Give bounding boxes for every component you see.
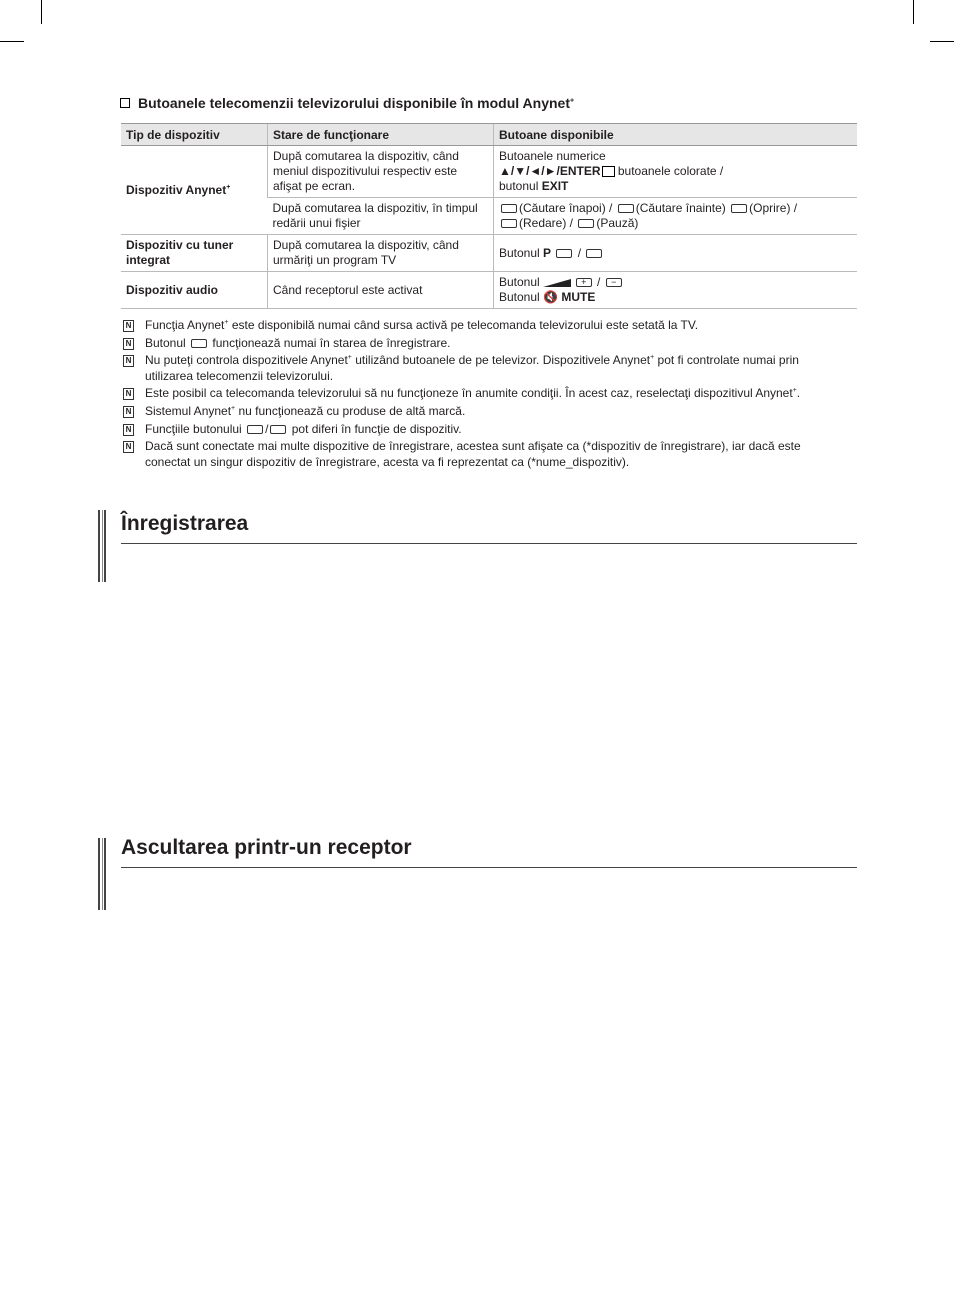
table-row [121, 146, 857, 198]
channel-up-icon [556, 249, 572, 258]
checkbox-icon [120, 98, 130, 108]
state-cell: După comutarea la dispozitiv, în timpul redării unui fişier [268, 198, 494, 235]
note-icon: N [123, 406, 134, 418]
forward-button-icon [618, 204, 634, 213]
buttons-cell: Butoanele numerice ▲/▼/◄/►/ENTER butoanele colorate / butonul EXIT [494, 146, 858, 198]
enter-icon [602, 166, 615, 177]
volume-icon [543, 279, 571, 287]
state-cell: După comutarea la dispozitiv, când urmăriţi un program TV [268, 235, 494, 272]
note-icon: N [123, 388, 134, 400]
note-icon: N [123, 424, 134, 436]
channel-down-icon [586, 249, 602, 258]
rewind-button-icon [501, 204, 517, 213]
note-icon: N [123, 320, 134, 332]
list-item: N Sistemul Anynet+ nu funcţionează cu produse de altă marcă. [121, 404, 821, 420]
buttons-cell: (Căutare înapoi) / (Căutare înainte) (Oprire) / (Redare) / (Pauză) [494, 198, 858, 235]
page-title: Ascultarea printr-un receptor [121, 836, 412, 859]
column-header: Tip de dispozitiv [121, 124, 268, 146]
device-cell: Dispozitiv audio [121, 272, 268, 309]
forward-button-icon [270, 425, 286, 434]
state-cell: După comutarea la dispozitiv, când meniul dispozitivului respectiv este afişat pe ecran. [268, 146, 494, 198]
crop-mark [930, 41, 954, 42]
volume-up-icon: + [576, 278, 592, 287]
rewind-button-icon [247, 425, 263, 434]
list-item: N Dacă sunt conectate mai multe dispozitive de înregistrare, acestea sunt afişate ca (*dispozitiv de înregistrare), iar dacă este conectat un singur dispozitiv de înregistrare, acesta va fi reprezentat ca (*nume_dispozitiv). [121, 439, 821, 470]
buttons-cell: Butonul P / [494, 235, 858, 272]
device-cell: Dispozitiv Anynet+ [121, 146, 268, 235]
table-row [121, 272, 857, 309]
state-cell: Când receptorul este activat [268, 272, 494, 309]
heading-rule [121, 867, 857, 868]
list-item: N Butonul funcţionează numai în starea de înregistrare. [121, 336, 821, 352]
notes-list [121, 318, 821, 472]
anynet-buttons-table [121, 123, 857, 309]
table-row [121, 235, 857, 272]
crop-mark [41, 0, 42, 24]
note-icon: N [123, 338, 134, 350]
mute-icon: 🔇 [543, 290, 558, 304]
crop-mark [913, 0, 914, 24]
heading-rule [121, 543, 857, 544]
list-item: N Funcţia Anynet+ este disponibilă numai când sursa activă pe telecomanda televizorului este setată la TV. [121, 318, 821, 334]
device-cell: Dispozitiv cu tuner integrat [121, 235, 268, 272]
pause-button-icon [578, 219, 594, 228]
crop-mark [0, 41, 24, 42]
buttons-cell: Butonul + / − Butonul 🔇 MUTE [494, 272, 858, 309]
column-header: Butoane disponibile [494, 124, 858, 146]
list-item: N Funcţiile butonului / pot diferi în funcţie de dispozitiv. [121, 422, 821, 438]
play-button-icon [501, 219, 517, 228]
record-button-icon [191, 339, 207, 348]
list-item: N Nu puteţi controla dispozitivele Anynet+ utilizând butoanele de pe televizor. Dispozitivele Anynet+ pot fi controlate numai prin utilizarea telecomenzii televizorului. [121, 353, 821, 384]
heading-bar [98, 838, 106, 910]
column-header: Stare de funcţionare [268, 124, 494, 146]
heading-bar [98, 510, 106, 582]
section-heading: Butoanele telecomenzii televizorului disponibile în modul Anynet+ [120, 95, 574, 111]
note-icon: N [123, 441, 134, 453]
page-title: Înregistrarea [121, 512, 249, 535]
stop-button-icon [731, 204, 747, 213]
note-icon: N [123, 355, 134, 367]
list-item: N Este posibil ca telecomanda televizorului să nu funcţioneze în anumite condiţii. În acest caz, reselectaţi dispozitivul Anynet+. [121, 386, 821, 402]
volume-down-icon: − [606, 278, 622, 287]
